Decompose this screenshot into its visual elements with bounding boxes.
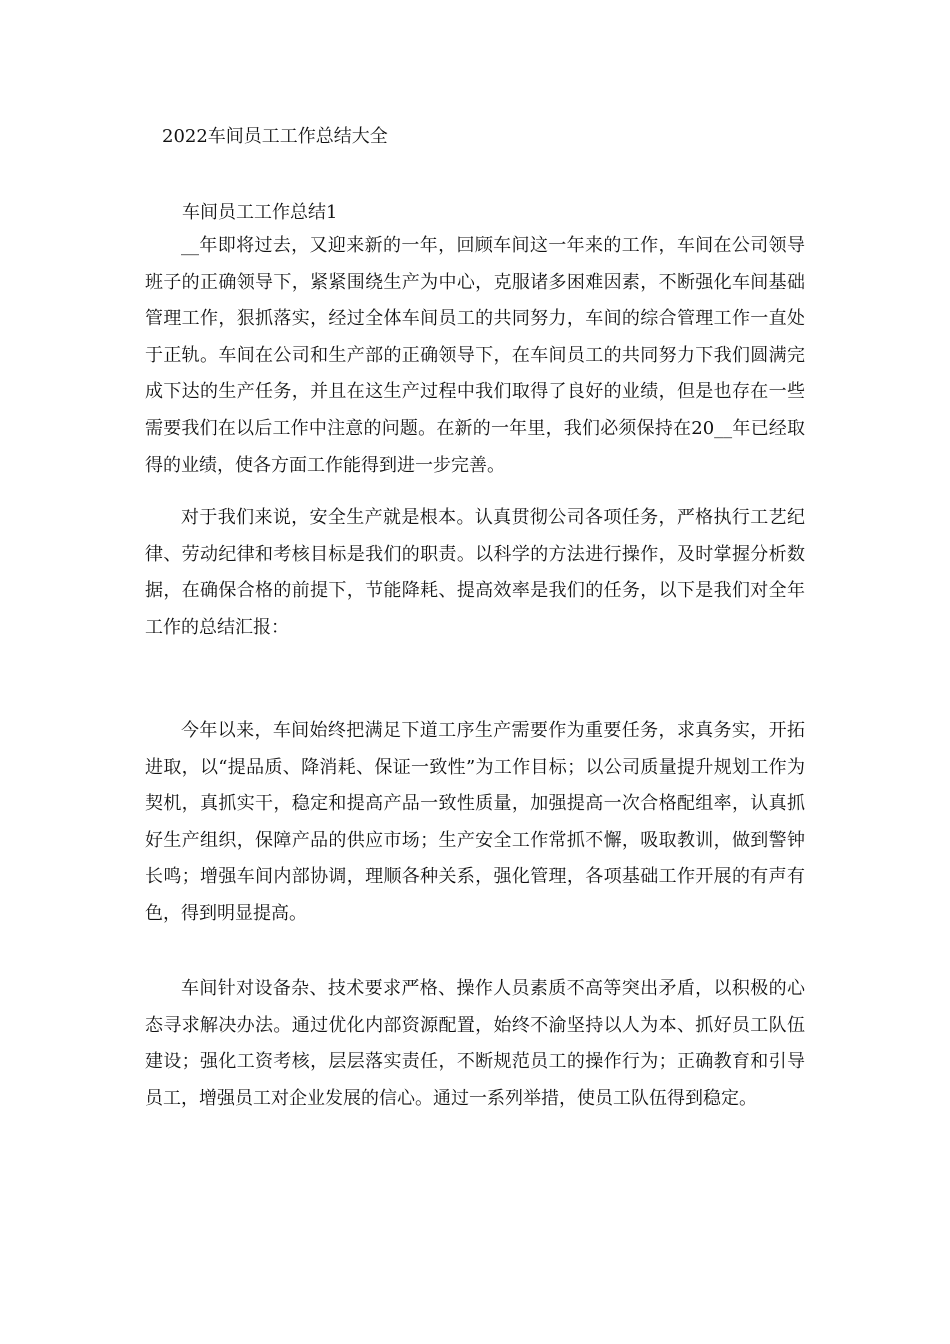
paragraph-3: 今年以来，车间始终把满足下道工序生产需要作为重要任务，求真务实，开拓进取，以“提品质、降消耗、保证一致性”为工作目标；以公司质量提升规划工作为契机，真抓实干，稳定和提高产品一致性质量，加强提高一次合格配组率，认真抓好生产组织，保障产品的供应市场；生产安全工作常抓不懈，吸取教训，做到警钟长鸣；增强车间内部协调，理顺各种关系，强化管理，各项基础工作开展的有声有色，得到明显提高。: [145, 720, 805, 924]
document-title: 2022车间员工工作总结大全: [162, 126, 388, 147]
paragraph-1: __年即将过去，又迎来新的一年，回顾车间这一年来的工作，车间在公司领导班子的正确领导下，紧紧围绕生产为中心，克服诸多困难因素，不断强化车间基础管理工作，狠抓落实，经过全体车间员工的共同努力，车间的综合管理工作一直处于正轨。车间在公司和生产部的正确领导下，在车间员工的共同努力下我们圆满完成下达的生产任务，并且在这生产过程中我们取得了良好的业绩，但是也存在一些需要我们在以后工作中注意的问题。在新的一年里，我们必须保持在20__年已经取得的业绩，使各方面工作能得到进一步完善。: [145, 235, 805, 476]
section-heading: 车间员工工作总结1: [182, 202, 338, 223]
paragraph-2: 对于我们来说，安全生产就是根本。认真贯彻公司各项任务，严格执行工艺纪律、劳动纪律和考核目标是我们的职责。以科学的方法进行操作，及时掌握分析数据，在确保合格的前提下，节能降耗、提高效率是我们的任务，以下是我们对全年工作的总结汇报：: [145, 507, 805, 638]
paragraph-4: 车间针对设备杂、技术要求严格、操作人员素质不高等突出矛盾，以积极的心态寻求解决办法。通过优化内部资源配置，始终不渝坚持以人为本、抓好员工队伍建设；强化工资考核，层层落实责任，不断规范员工的操作行为；正确教育和引导员工，增强员工对企业发展的信心。通过一系列举措，使员工队伍得到稳定。: [145, 978, 805, 1109]
